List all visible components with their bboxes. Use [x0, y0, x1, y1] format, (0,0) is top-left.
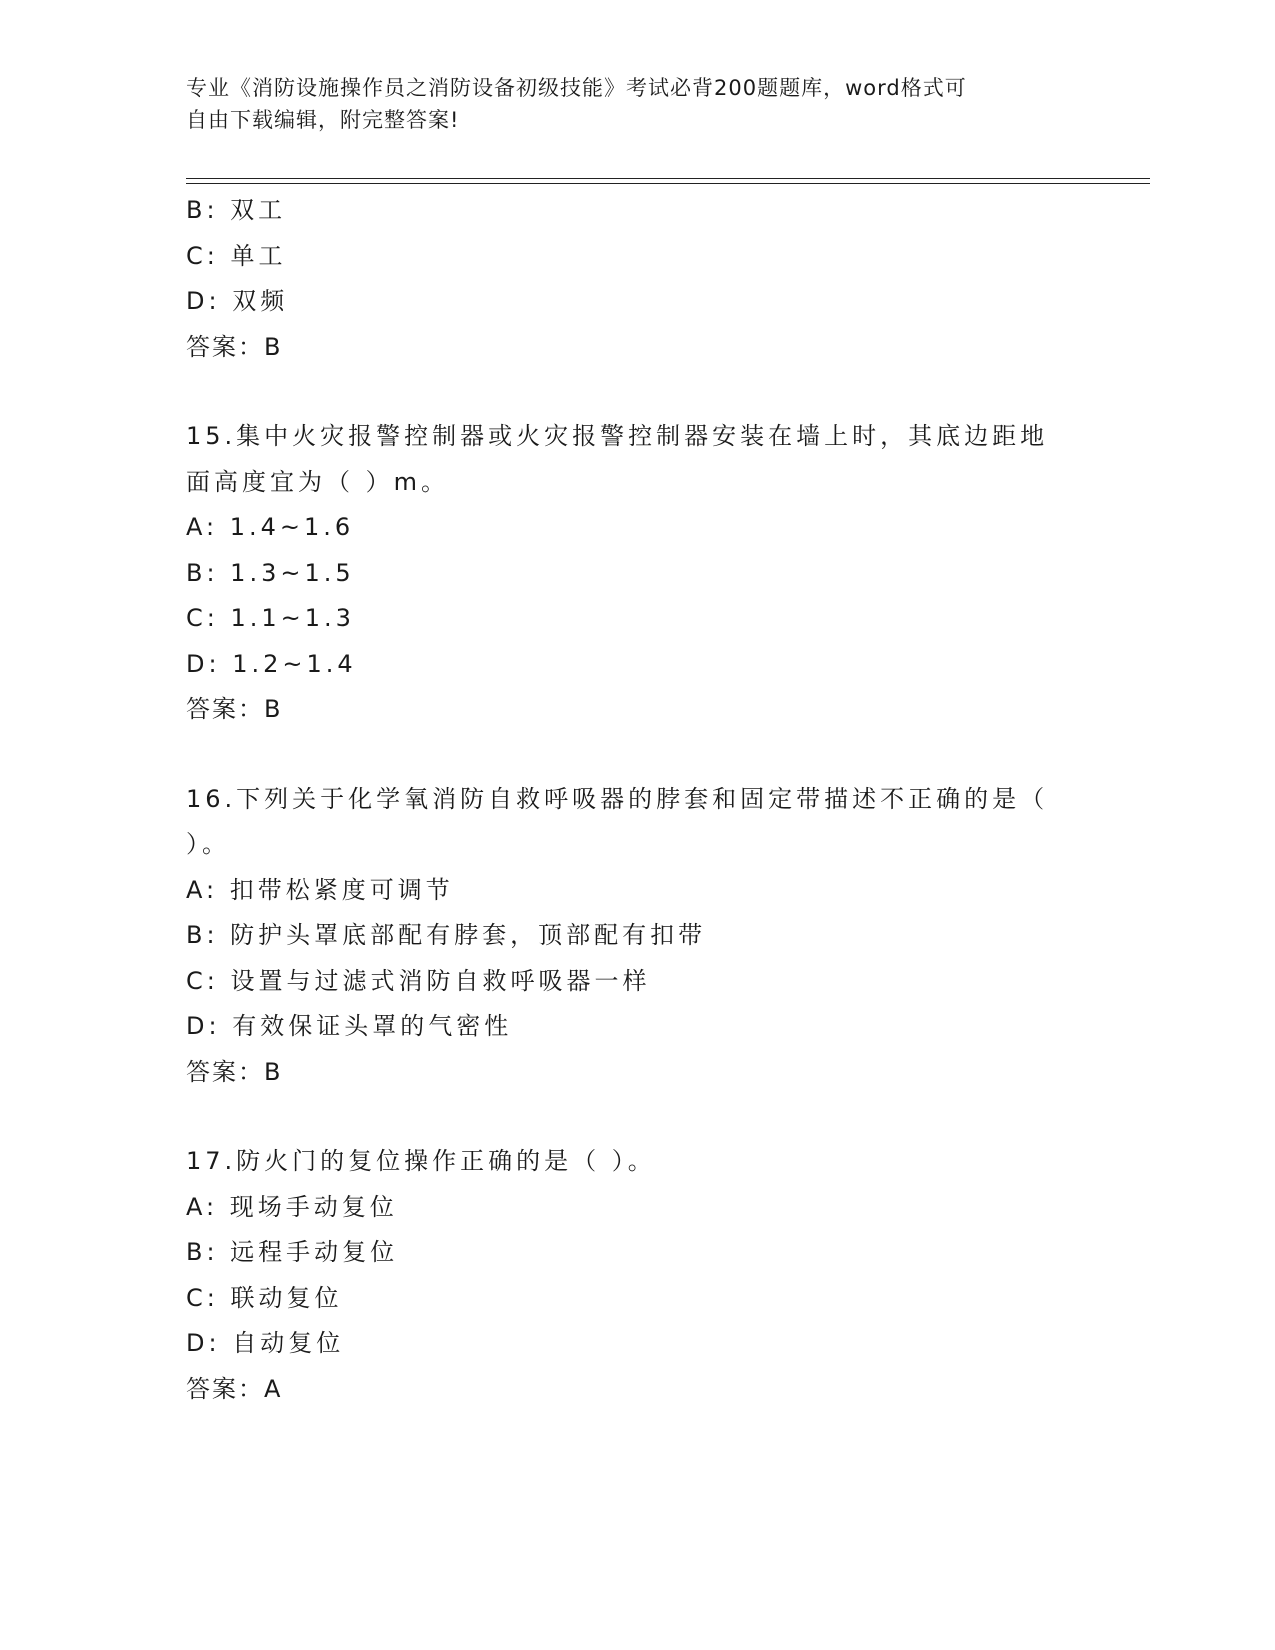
question-stem-line-2: ）。: [186, 830, 230, 858]
answer-line: 答案：A: [186, 1374, 283, 1403]
question-stem-line-1: 16.下列关于化学氧消防自救呼吸器的脖套和固定带描述不正确的是（: [186, 784, 1049, 813]
option-a: A: 扣带松紧度可调节: [186, 875, 454, 904]
option-d: D: 1.2~1.4: [186, 649, 357, 678]
option-c: C: 单工: [186, 241, 287, 270]
question-stem-line-2: 面高度宜为（ ）m。: [186, 467, 450, 496]
option-b: B: 双工: [186, 196, 287, 224]
document-body: [186, 188, 1086, 1412]
option-c: C: 设置与过滤式消防自救呼吸器一样: [186, 966, 651, 995]
answer-line: 答案：B: [186, 1057, 283, 1086]
header-divider-bottom: [186, 183, 1150, 184]
option-b: B: 1.3~1.5: [186, 558, 355, 587]
header-line-2: 自由下载编辑，附完整答案!: [186, 108, 460, 132]
header-line-1: 专业《消防设施操作员之消防设备初级技能》考试必背200题题库，word格式可: [186, 76, 967, 100]
question-stem-line-1: 17.防火门的复位操作正确的是（ ）。: [186, 1147, 656, 1175]
option-b: B: 防护头罩底部配有脖套，顶部配有扣带: [186, 921, 707, 949]
option-d: D: 双频: [186, 287, 289, 315]
question-14-partial: [186, 188, 1086, 370]
option-d: D: 有效保证头罩的气密性: [186, 1012, 513, 1040]
header-divider-top: [186, 178, 1150, 179]
question-17: [186, 1139, 1086, 1412]
question-16: [186, 777, 1086, 1096]
option-d: D: 自动复位: [186, 1329, 345, 1357]
option-c: C: 联动复位: [186, 1283, 343, 1312]
document-header: [186, 72, 1086, 136]
option-a: A: 现场手动复位: [186, 1192, 398, 1221]
question-stem-line-1: 15.集中火灾报警控制器或火灾报警控制器安装在墙上时，其底边距地: [186, 422, 1049, 450]
answer-line: 答案：B: [186, 332, 283, 361]
question-15: [186, 414, 1086, 733]
option-c: C: 1.1~1.3: [186, 604, 355, 632]
answer-line: 答案：B: [186, 695, 283, 723]
option-b: B: 远程手动复位: [186, 1238, 399, 1266]
option-a: A: 1.4~1.6: [186, 513, 355, 541]
